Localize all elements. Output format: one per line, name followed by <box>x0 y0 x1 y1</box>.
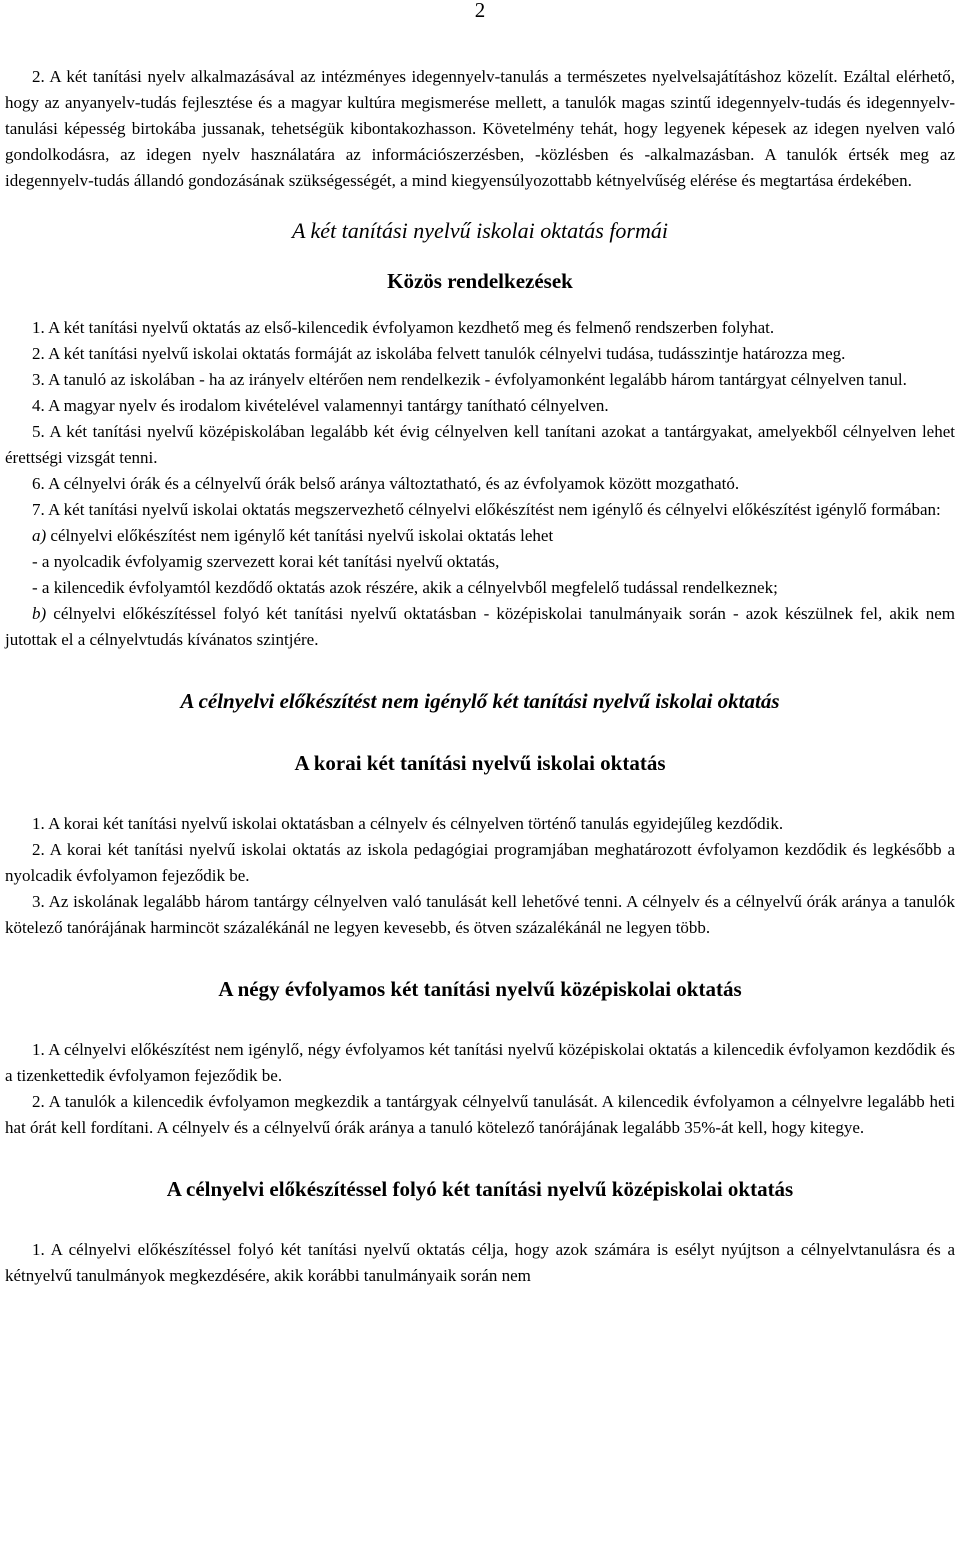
section-title-nem-igenylo: A célnyelvi előkészítést nem igénylő két tanítási nyelvű iskolai oktatás <box>180 689 780 713</box>
list-item: 4. A magyar nyelv és irodalom kivételével valamennyi tantárgy tanítható célnyelven. <box>32 396 609 415</box>
section-title-formak: A két tanítási nyelvű iskolai oktatás formái <box>292 218 668 243</box>
section-title-negy-evfolyamos: A négy évfolyamos két tanítási nyelvű középiskolai oktatás <box>218 977 742 1001</box>
sub-item-b: b) célnyelvi előkészítéssel folyó két tanítási nyelvű oktatásban - középiskolai tanulmányaik során - azok készülnek fel, akik nem jutottak el a célnyelvtudás kívánatos szintjére. <box>5 604 956 649</box>
intro-paragraph: 2. A két tanítási nyelv alkalmazásával az intézményes idegennyelv-tanulás a természetes nyelvelsajátításhoz közelít. Ezáltal elérhető, hogy az anyanyelv-tudás fejlesztése és a magyar kultúra megismerése mellett, a tanulók magas szintű idegennyelv-tudás és idegennyelv-tanulási képesség birtokába jussanak, tehetségük kibontakozhasson. Követelmény tehát, hogy legyenek képesek az idegen nyelven való gondolkodásra, az idegen nyelv használatára az információszerzésben, -közlésben és -alkalmazásban. A tanulók értsék meg az idegennyelv-tudás állandó gondozásának szükségességét, a mind kiegyensúlyozottabb kétnyelvűség elérése és megtartása érdekében. <box>5 67 955 190</box>
list-korai <box>5 811 955 941</box>
list-item: 6. A célnyelvi órák és a célnyelvű órák belső aránya változtatható, és az évfolyamok között mozgatható. <box>32 474 740 493</box>
section-subtitle-kozos: Közös rendelkezések <box>387 269 573 293</box>
list-elokeszitessel <box>5 1237 955 1289</box>
document-body <box>5 64 955 1289</box>
list-item: 5. A két tanítási nyelvű középiskolában legalább két évig célnyelven kell tanítani azokat a tantárgyakat, amelyekből célnyelven lehet érettségi vizsgát tenni. <box>5 422 955 467</box>
list-item: 2. A két tanítási nyelvű iskolai oktatás formáját az iskolába felvett tanulók célnyelvi tudása, tudásszintje határozza meg. <box>32 344 846 363</box>
list-item: 7. A két tanítási nyelvű iskolai oktatás megszervezhető célnyelvi előkészítést nem igénylő és célnyelvi előkészítést igénylő formában: <box>32 500 941 519</box>
list-item: 1. A célnyelvi előkészítést nem igénylő, négy évfolyamos két tanítási nyelvű középiskolai oktatás a kilencedik évfolyamon kezdődik és a tizenkettedik évfolyamon fejeződik be. <box>5 1040 955 1085</box>
list-item: 1. A korai két tanítási nyelvű iskolai oktatásban a célnyelv és célnyelven történő tanulás egyidejűleg kezdődik. <box>32 814 784 833</box>
sub-item-a: a) célnyelvi előkészítést nem igénylő két tanítási nyelvű iskolai oktatás lehet <box>32 526 554 545</box>
page-number: 2 <box>474 0 486 22</box>
dash-item: - a kilencedik évfolyamtól kezdődő oktatás azok részére, akik a célnyelvből megfelelő tudással rendelkeznek; <box>32 578 778 597</box>
list-item: 3. Az iskolának legalább három tantárgy célnyelven való tanulását kell lehetővé tenni. A célnyelv és a célnyelvű órák aránya a tanulók kötelező tanórájának harmincöt százalékánál ne legyen kevesebb, és ötven százalékánál ne legyen több. <box>5 892 956 937</box>
section-subtitle-korai: A korai két tanítási nyelvű iskolai oktatás <box>294 751 666 775</box>
list-item: 1. A célnyelvi előkészítéssel folyó két tanítási nyelvű oktatás célja, hogy azok számára is esélyt nyújtson a célnyelvtanulásra és a kétnyelvű tanulmányok megkezdésére, akik korábbi tanulmányaik során nem <box>5 1240 956 1285</box>
list-kozos-rendelkezesek <box>5 315 955 653</box>
list-item: 1. A két tanítási nyelvű oktatás az első-kilencedik évfolyamon kezdhető meg és felmenő rendszerben folyhat. <box>32 318 775 337</box>
list-negy-evfolyamos <box>5 1037 955 1141</box>
section-title-elokeszitessel: A célnyelvi előkészítéssel folyó két tanítási nyelvű középiskolai oktatás <box>166 1177 794 1201</box>
list-item: 3. A tanuló az iskolában - ha az irányelv eltérően nem rendelkezik - évfolyamonként legalább három tantárgyat célnyelven tanul. <box>32 370 907 389</box>
dash-item: - a nyolcadik évfolyamig szervezett korai két tanítási nyelvű oktatás, <box>32 552 500 571</box>
list-item: 2. A korai két tanítási nyelvű iskolai oktatás az iskola pedagógiai programjában meghatározott évfolyamon kezdődik és legkésőbb a nyolcadik évfolyamon fejeződik be. <box>5 840 955 885</box>
list-item: 2. A tanulók a kilencedik évfolyamon megkezdik a tantárgyak célnyelvű tanulását. A kilencedik évfolyamon a célnyelvre legalább heti hat órát kell fordítani. A célnyelv és a célnyelvű órák aránya a tanuló kötelező tanórájának legalább 35%-át kell, hogy kitegye. <box>5 1092 956 1137</box>
